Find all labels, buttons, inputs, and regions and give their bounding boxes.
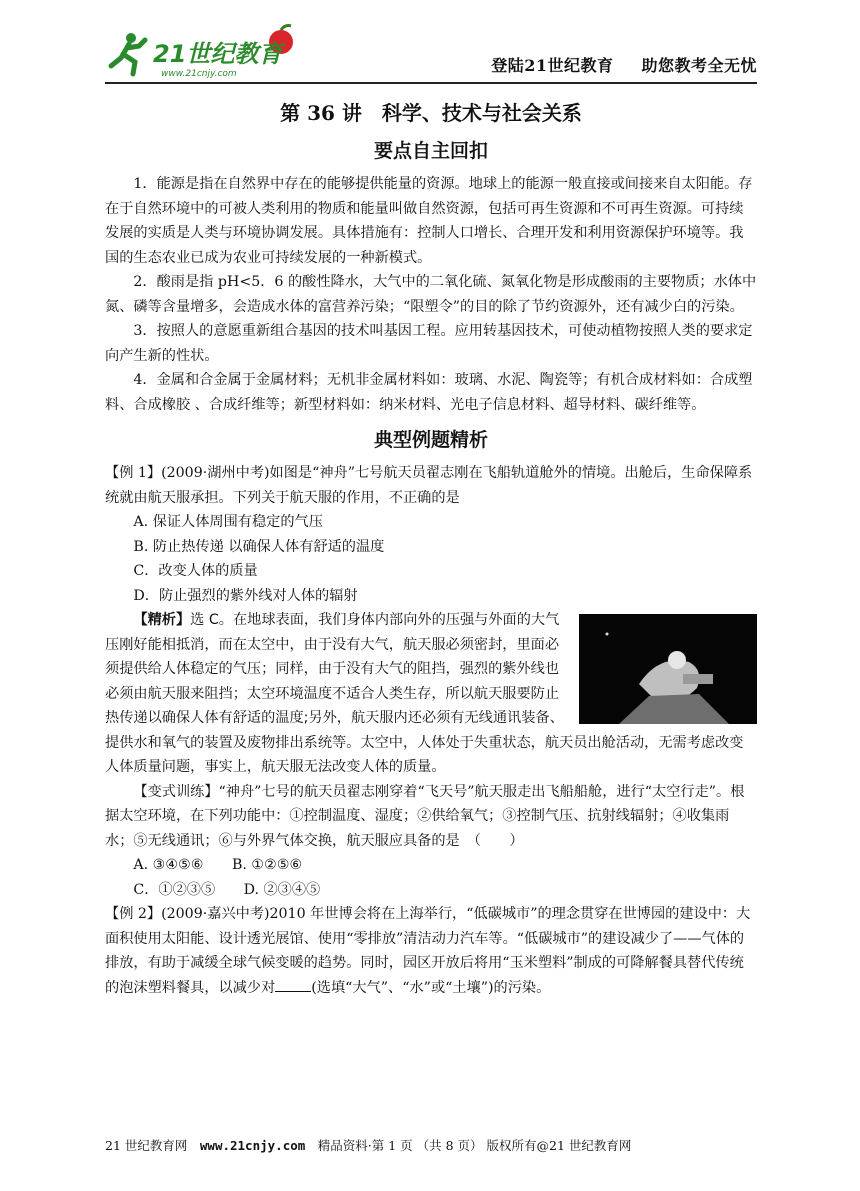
example2-stem (105, 902, 757, 1000)
logo-url: www.21cnjy.com (161, 69, 237, 79)
analysis-text-1: 选 C。在地球表面，我们身体内部向外的压强与外面的大气压刚好能相抵消，而在太空中，由于没有大气，航天服必须密封，里面必须提供给人体稳定的气压；同样，由于没有大气的阻挡，强烈的紫外线也必须由航天服来阻挡；太空环境温度不适合人类生存，所以航天服要防止热传递以确保人体有舒适的温度; (105, 612, 560, 726)
example2-text-2: (选填“大气”、“水”或“土壤”)的污染。 (311, 979, 551, 996)
footer-info: 精品资料·第 1 页 （共 8 页） 版权所有@21 世纪教育网 (317, 1138, 632, 1153)
analysis-text-2: 另外，航天服内还必须有无线通讯装备、提供水和氧气的装置及废物排出系统等。太空中，人体处于失重状态，航天员出舱活动，无需考虑改变人体质量问题，事实上，航天服无法改变人体的质量。 (105, 710, 744, 775)
site-logo (105, 20, 305, 80)
lecture-title: 第 36 讲 科学、技术与社会关系 (280, 101, 582, 125)
key-point-3: 3．按照人的意愿重新组合基因的技术叫基因工程。应用转基因技术，可使动植物按照人类的要求定向产生新的性状。 (105, 323, 753, 364)
example2-text-1: 【例 2】(2009·嘉兴中考)2010 年世博会将在上海举行，“低碳城市”的理念贯穿在世博园的建设中：大面积使用太阳能、设计透光展馆、使用“零排放”清洁动力汽车等。“低碳城市”的建设减少了——气体的排放，有助于减缓全球气候变暖的趋势。同时，园区开放后将用“玉米塑料”制成的可降解餐具替代传统的泡沫塑料餐具，以减少对 (105, 906, 751, 996)
document-body (105, 98, 757, 1000)
variant-option-a: A. ③④⑤⑥ (133, 857, 204, 873)
astronaut-photo (579, 614, 757, 724)
slogan-right: 助您教考全无忧 (641, 56, 757, 75)
variant-option-c: C．①②③⑤ (133, 881, 216, 898)
slogan-left: 登陆21世纪教育 (491, 56, 614, 75)
answer-blank[interactable] (275, 977, 311, 992)
example1-option-c: C．改变人体的质量 (133, 563, 258, 579)
page-header (105, 20, 757, 84)
footer-url[interactable]: www.21cnjy.com (199, 1138, 306, 1153)
example1-option-d: D．防止强烈的紫外线对人体的辐射 (133, 587, 358, 604)
logo-text: 21世纪教育 (153, 40, 283, 68)
example1-option-b: B. 防止热传递 以确保人体有舒适的温度 (133, 538, 385, 555)
example1-stem: 【例 1】(2009·湖州中考)如图是“神舟”七号航天员翟志刚在飞船轨道舱外的情境。出舱后，生命保障系统就由航天服承担。下列关于航天服的作用，不正确的是 (105, 465, 753, 506)
key-point-2: 2．酸雨是指 pH<5．6 的酸性降水，大气中的二氧化硫、氮氧化物是形成酸雨的主要物质；水体中氮、磷等含量增多，会造成水体的富营养污染；“限塑令”的目的除了节约资源外，还有减少白的污染。 (105, 274, 757, 315)
variant-option-d: D. ②③④⑤ (243, 881, 321, 898)
footer-site: 21 世纪教育网 (105, 1138, 188, 1153)
analysis-label: 【精析】 (133, 612, 191, 628)
variant-options-row2 (105, 878, 757, 903)
section2-heading: 典型例题精析 (373, 429, 488, 451)
variant-stem: 【变式训练】“神舟”七号的航天员翟志刚穿着“飞天号”航天服走出飞船船舱，进行“太空行走”。根据太空环境，在下列功能中：①控制温度、湿度；②供给氧气；③控制气压、抗射线辐射；④收集雨水；⑤无线通讯；⑥与外界气体交换，航天服应具备的是 （ ） (105, 783, 745, 849)
page-footer (105, 1136, 757, 1154)
key-point-1: 1．能源是指在自然界中存在的能够提供能量的资源。地球上的能源一般直接或间接来自太阳能。存在于自然环境中的可被人类利用的物质和能量叫做自然资源，包括可再生资源和不可再生资源。可持续发展的实质是人类与环境协调发展。具体措施有：控制人口增长、合理开发和利用资源保护环境等。我国的生态农业已成为农业可持续发展的一种新模式。 (105, 176, 753, 266)
variant-options-row1 (105, 853, 757, 878)
header-slogan (463, 53, 757, 76)
variant-option-b: B. ①②⑤⑥ (231, 857, 303, 873)
example1-option-a: A. 保证人体周围有稳定的气压 (133, 514, 323, 530)
example1-analysis (105, 608, 757, 780)
key-point-4: 4．金属和合金属于金属材料；无机非金属材料如：玻璃、水泥、陶瓷等；有机合成材料如：合成塑料、合成橡胶 、合成纤维等；新型材料如：纳米材料、光电子信息材料、超导材料、碳纤维等。 (105, 372, 753, 413)
section1-heading: 要点自主回扣 (373, 140, 488, 162)
